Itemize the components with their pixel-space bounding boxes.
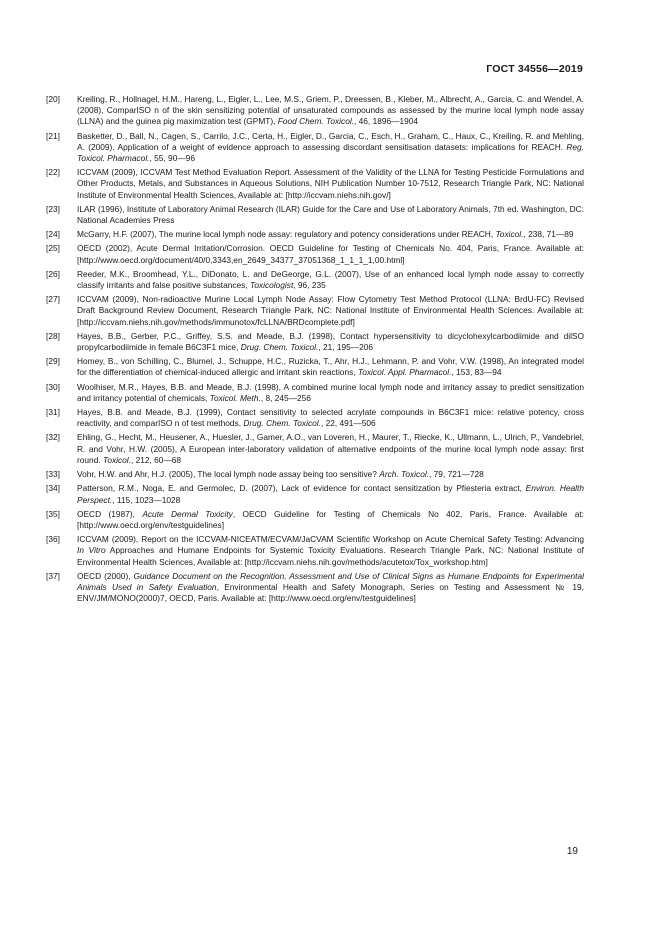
reference-item [46, 407, 584, 429]
reference-source-title: Toxicol. [495, 229, 524, 240]
reference-number: [25] [46, 243, 60, 254]
reference-text [77, 356, 584, 378]
reference-source-title: Toxicol. [102, 454, 131, 465]
reference-segment: Woolhiser, M.R., Hayes, B.B. and Meade, B.J. (1998), A combined murine local lymph node and irritancy assay to predict sensitization and irritancy potential of chemicals, [77, 381, 584, 403]
reference-source-title: Guidance Document on the Recognition, Assessment and Use of Clinical Signs as Humane Endpoints for Experimental Animals Used in Safety Evaluation [77, 570, 584, 592]
reference-segment: OECD (2000), [77, 570, 134, 581]
reference-segment: Ehling, G., Hecht, M., Heusener, A., Huesler, J., Gamer, A.O., van Loveren, H., Maurer, T., Riecke, K., Ullmann, L., Ulrich, P., Vandebriel, R. and Vohr, H.W. (2005), A European inter-laboratory validation of alternative endpoints of the murine local lymph node assay: first round. [77, 432, 584, 465]
reference-segment: Hayes, B.B. and Meade, B.J. (1999), Contact sensitivity to selected acrylate compounds in B6C3F1 mice: relative potency, cross reactivity, and comparISO n of test methods, [77, 407, 584, 429]
reference-segment: Homey, B., von Schilling, C., Blumel, J., Schuppe, H.C., Ruzicka, T., Ahr, H.J., Lehmann, P. and Vohr, V.W. (1998), An integrated model for the differentiation of chemical-induced allergic and irritant skin reactions, [77, 356, 584, 378]
reference-text [77, 571, 584, 605]
reference-source-title: Food Chem. Toxicol. [277, 116, 355, 127]
reference-source-title: Acute Dermal Toxicity [142, 508, 233, 519]
reference-text [77, 204, 584, 226]
reference-item [46, 571, 584, 605]
reference-item [46, 331, 584, 353]
reference-number: [28] [46, 330, 60, 341]
reference-item [46, 382, 584, 404]
reference-text [77, 432, 584, 466]
reference-segment: , Environmental Health and Safety Monograph, Series on Testing and Assessment № 19, ENV/JM/MONO(2000)7, OECD, Paris. Available at: [http://www.oecd.org/env/testguidelines] [77, 581, 584, 604]
reference-segment: McGarry, H.F. (2007), The murine local lymph node assay: regulatory and potency considerations under REACH, [77, 229, 496, 240]
reference-text [77, 331, 584, 353]
reference-text [77, 534, 584, 568]
reference-segment: Basketter, D., Ball, N., Cagen, S., Carrilo, J.C., Certa, H., Eigler, D., Garcia, C., Esch, H., Graham, C., Haux, C., Kreiling, R. and Mehling, A. (2009). Application of a weight of evidence approach to assessing discordant sensitisation datasets: implications for REACH. [77, 130, 584, 152]
reference-item [46, 269, 584, 291]
reference-segment: Patterson, R.M., Noga, E. and Germolec, D. (2007), Lack of evidence for contact sensitization by Pfiesteria extract, [77, 483, 526, 494]
reference-segment: Kreiling, R., Hollnagel, H.M., Hareng, L., Eigler, L., Lee, M.S., Griem, P., Dreessen, B., Kleber, M., Albrecht, A., Garcia, C. and Wendel, A. (2008), ComparISO n of the skin sensitizing potential of unsaturated compounds as assessed by the murine local lymph node assay (LLNA) and the guinea pig maximization test (GPMT), [77, 94, 584, 127]
reference-source-title: Reg. Toxicol. Pharmacol. [77, 141, 584, 164]
reference-segment: OECD (2002), Acute Dermal Irritation/Corrosion. OECD Guideline for Testing of Chemicals No. 404, Paris, France. Available at: [http://www.oecd.org/document/40/0,3343,en_2649_34377_37051368_1_1_1_1,00.html] [77, 243, 584, 265]
reference-item [46, 294, 584, 328]
reference-segment: , 238, 71—89 [523, 229, 574, 240]
reference-source-title: Toxicol. Meth. [209, 392, 261, 403]
reference-number: [27] [46, 294, 60, 305]
reference-segment: , 212, 60—68 [130, 454, 182, 465]
reference-item [46, 243, 584, 265]
reference-segment: ICCVAM (2009), Report on the ICCVAM-NICEATM/ECVAM/JaCVAM Scientific Workshop on Acute Chemical Safety Testing: Advancing [77, 534, 584, 545]
reference-item [46, 204, 584, 226]
reference-number: [31] [46, 407, 60, 418]
reference-item [46, 483, 584, 505]
reference-item [46, 356, 584, 378]
reference-text [77, 243, 584, 265]
reference-segment: , 8, 245—256 [260, 392, 311, 403]
reference-number: [21] [46, 130, 60, 141]
reference-segment: ICCVAM (2009), ICCVAM Test Method Evaluation Report. Assessment of the Validity of the LLNA for Testing Pesticide Formulations and Other Products, Metals, and Substances in Aqueous Solutions, NIH Publication Number 10-7512, Research Triangle Park, NC: National Institute of Environmental Health Sciences, Available at: [http://iccvam.niehs.nih.gov/] [77, 167, 584, 200]
reference-text [77, 269, 584, 291]
reference-source-title: Environ. Health Perspect. [77, 483, 584, 505]
reference-number: [29] [46, 356, 60, 367]
page-number: 19 [566, 846, 578, 857]
reference-source-title: Drug. Chem. Toxicol. [243, 418, 321, 429]
reference-number: [22] [46, 167, 60, 178]
reference-item [46, 167, 584, 201]
reference-text [77, 131, 584, 165]
reference-segment: Approaches and Humane Endpoints for Systemic Toxicity Evaluations. Research Triangle Park, NC: National Institute of Environmental Health Sciences, Available at: [http://iccvam.niehs.nih.gov/methods/acutetox/Tox_workshop.htm] [77, 545, 584, 567]
reference-item [46, 432, 584, 466]
reference-segment: OECD (1987), [77, 508, 143, 519]
reference-item [46, 94, 584, 128]
reference-number: [24] [46, 229, 60, 240]
reference-segment: , 55, 90—96 [149, 153, 195, 164]
reference-segment: Reeder, M.K., Broomhead, Y.L., DiDonato, L. and DeGeorge, G.L. (2007), Use of an enhanced local lymph node assay to correctly classify irritants and false positive substances, [77, 268, 584, 291]
reference-text [77, 167, 584, 201]
reference-source-title: Arch. Toxicol. [379, 469, 430, 480]
reference-item [46, 534, 584, 568]
reference-number: [32] [46, 432, 60, 443]
reference-segment: , 96, 235 [293, 280, 326, 291]
reference-item [46, 229, 584, 240]
reference-text [77, 294, 584, 328]
reference-item [46, 469, 584, 480]
reference-text [77, 94, 584, 128]
reference-number: [30] [46, 381, 60, 392]
reference-segment: Vohr, H.W. and Ahr, H.J. (2005), The local lymph node assay being too sensitive? [77, 469, 380, 480]
reference-source-title: Toxicol. Appl. Pharmacol. [357, 367, 452, 378]
reference-list [46, 94, 584, 607]
reference-number: [35] [46, 508, 60, 519]
reference-segment: ILAR (1996), Institute of Laboratory Animal Research (ILAR) Guide for the Care and Use of Laboratory Animals, 7th ed. Washington, DC: National Academies Press [77, 203, 584, 226]
reference-item [46, 131, 584, 165]
reference-source-title: In Vitro [77, 545, 106, 556]
reference-text [77, 509, 584, 531]
reference-segment: Hayes, B.B., Gerber, P.C., Griffey, S.S. and Meade, B.J. (1998), Contact hypersensitivity to dicyclohexylcarbodiimide and dilSO propylcarbodiimide in female B6C3F1 mice, [77, 330, 584, 353]
reference-segment: ICCVAM (2009), Non-radioactive Murine Local Lymph Node Assay: Flow Cytometry Test Method Protocol (LLNA: BrdU-FC) Revised Draft Background Review Document, Research Triangle Park, NC: National Institute of Environmental Health Sciences. Available at: [http://iccvam.niehs.nih.gov/methods/immunotox/fcLLNA/BRDcomplete.pdf] [77, 294, 584, 327]
reference-text [77, 382, 584, 404]
reference-text [77, 407, 584, 429]
reference-text [77, 483, 584, 505]
reference-source-title: Toxicologist [249, 280, 294, 291]
standard-designation: ГОСТ 34556—2019 [486, 63, 583, 75]
reference-text [77, 229, 584, 240]
reference-number: [26] [46, 268, 60, 279]
reference-number: [20] [46, 94, 60, 104]
reference-segment: , 79, 721—728 [429, 469, 484, 480]
reference-segment: , 115, 1023—1028 [112, 494, 181, 505]
reference-segment: , 153, 83—94 [451, 367, 502, 378]
reference-number: [36] [46, 534, 60, 545]
reference-number: [33] [46, 469, 60, 480]
reference-item [46, 509, 584, 531]
reference-text [77, 469, 584, 480]
reference-segment: , OECD Guideline for Testing of Chemicals No 402, Paris, France. Available at: [http://www.oecd.org/env/testguidelines] [77, 508, 584, 530]
reference-segment: , 22, 491—506 [320, 418, 376, 429]
reference-source-title: Drug. Chem. Toxicol. [240, 342, 319, 353]
reference-segment: , 21, 195—206 [318, 342, 374, 353]
reference-segment: , 46, 1896—1904 [354, 116, 419, 127]
reference-number: [34] [46, 483, 60, 494]
reference-number: [23] [46, 203, 60, 214]
reference-number: [37] [46, 570, 60, 581]
